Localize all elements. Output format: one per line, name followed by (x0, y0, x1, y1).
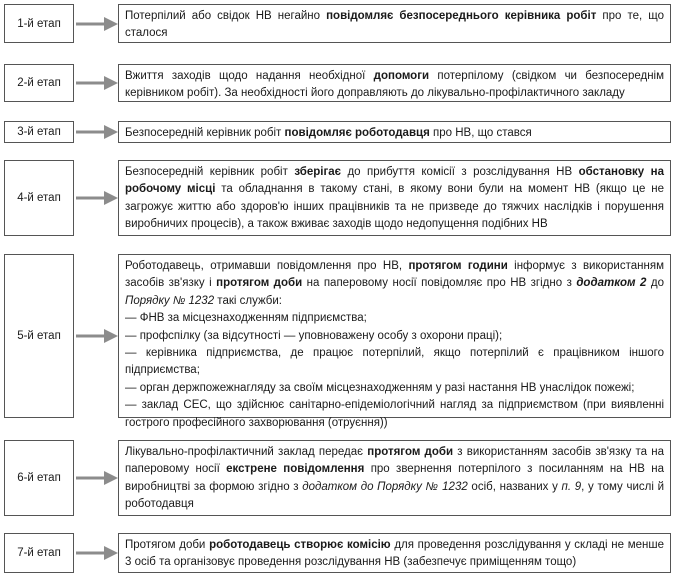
description-segment: для проведення розслідування у складі не менше 3 осіб та організовує проведення розслідування НВ (забезпечує приміщенням тощо) (125, 539, 664, 569)
arrow-icon (76, 545, 118, 561)
description-segment: Безпосередній керівник робіт (125, 166, 295, 178)
description-segment: обстановку на робочому місці (125, 166, 664, 196)
stage-1-label (4, 4, 74, 43)
stage-1-description (118, 4, 671, 43)
description-segment: інформує з використанням засобів зв'язку і (125, 260, 664, 290)
description-segment: допомоги (373, 70, 430, 82)
description-segment: п. 9 (561, 480, 582, 493)
description-segment: протягом доби (216, 277, 303, 290)
stage-7-description (118, 533, 671, 573)
description-segment: до прибуття комісії з розслідування НВ (341, 166, 579, 178)
arrow-icon (76, 328, 118, 344)
stage-1-label-text: 1-й етап (17, 17, 61, 30)
description-segment: — ФНВ за місцезнаходженням підприємства; (125, 312, 367, 325)
description-segment: Роботодавець, отримавши повідомлення про НВ, (125, 260, 409, 272)
stage-3-label-text: 3-й етап (17, 126, 61, 138)
description-segment: екстрене повідомлення (226, 463, 365, 476)
description-segment: з використанням засобів зв'язку та на паперовому носії (125, 446, 665, 476)
arrow-icon (76, 75, 118, 91)
arrow-icon (76, 470, 118, 486)
description-segment: Лікувально-профілактичний заклад передає (125, 446, 368, 458)
stage-7-label-text: 7-й етап (17, 547, 61, 559)
stage-2-label-text: 2-й етап (17, 77, 61, 89)
description-segment: Потерпілий або свідок НВ негайно (125, 10, 327, 22)
description-segment: такі служби: (214, 294, 282, 307)
description-segment: на паперовому носії повідомляє про НВ згідно з (302, 277, 577, 290)
description-segment: — заклад СЕС, що здійснює санітарно-епідеміологічний нагляд за підприємством (при виявленні гострого професійного захворювання (отруєння)) (125, 399, 664, 429)
description-segment: Протягом доби (125, 539, 210, 551)
description-segment: — профспілку (за відсутності — уповноважену особу з охорони праці); (125, 329, 503, 342)
description-segment: — орган держпожежнагляду за своїм місцезнаходженням у разі настання НВ унаслідок пожежі; (125, 381, 635, 394)
description-segment: повідомляє безпосереднього керівника робіт (326, 10, 597, 22)
stage-7-label (4, 533, 74, 573)
stage-3-label (4, 121, 74, 143)
description-segment: до (646, 277, 664, 290)
stage-5-description (118, 254, 671, 429)
description-segment: зберігає (294, 166, 342, 178)
description-segment: протягом години (408, 260, 508, 272)
stage-2-description (118, 64, 671, 102)
stage-5-label-text: 5-й етап (17, 330, 61, 342)
description-segment: Безпосередній керівник робіт (125, 127, 285, 139)
stage-6-label-text: 6-й етап (17, 472, 61, 484)
description-segment: Вжиття заходів щодо надання необхідної (125, 70, 374, 82)
description-segment: та обладнання в такому стані, в якому вони були на момент НВ (якщо це не загрожує життю або здоров'ю інших працівників та не призведе до тяжчих наслідків і порушення виробничих процесів), а також вживає заходів щодо недопущення подібних НВ (125, 183, 665, 231)
description-segment: повідомляє роботодавця (284, 127, 430, 139)
stage-3-description (118, 121, 671, 143)
description-segment: — керівника підприємства, де працює потерпілий, якщо потерпілий є працівником іншого підприємства; (125, 347, 664, 377)
description-segment: про те, що сталося (125, 10, 664, 40)
description-segment: додатком 2 (576, 277, 647, 290)
stage-6-label (4, 440, 74, 516)
description-segment: потерпілому (свідком чи безпосереднім керівником робіт). За необхідності його доправляють до лікувально-профілактичного закладу (125, 70, 665, 100)
description-segment: осіб, названих у (467, 480, 562, 493)
description-segment: про НВ, що стався (429, 127, 532, 139)
arrow-icon (76, 16, 118, 32)
description-segment: додатком до Порядку № 1232 (302, 480, 468, 493)
stage-5-label (4, 254, 74, 418)
description-segment: роботодавець створює комісію (209, 539, 391, 551)
description-segment: , у тому числі й роботодавця (125, 480, 665, 511)
stage-4-label (4, 160, 74, 236)
description-segment: Порядку № 1232 (125, 294, 215, 307)
description-segment: про звернення потерпілого з посиланням на НВ на виробництві за формою згідно з (125, 463, 664, 493)
arrow-icon (76, 190, 118, 206)
stage-6-description (118, 440, 671, 516)
stage-4-label-text: 4-й етап (17, 192, 61, 204)
description-segment: протягом доби (367, 446, 454, 458)
stage-4-description (118, 160, 671, 236)
arrow-icon (76, 124, 118, 140)
stage-2-label (4, 64, 74, 102)
